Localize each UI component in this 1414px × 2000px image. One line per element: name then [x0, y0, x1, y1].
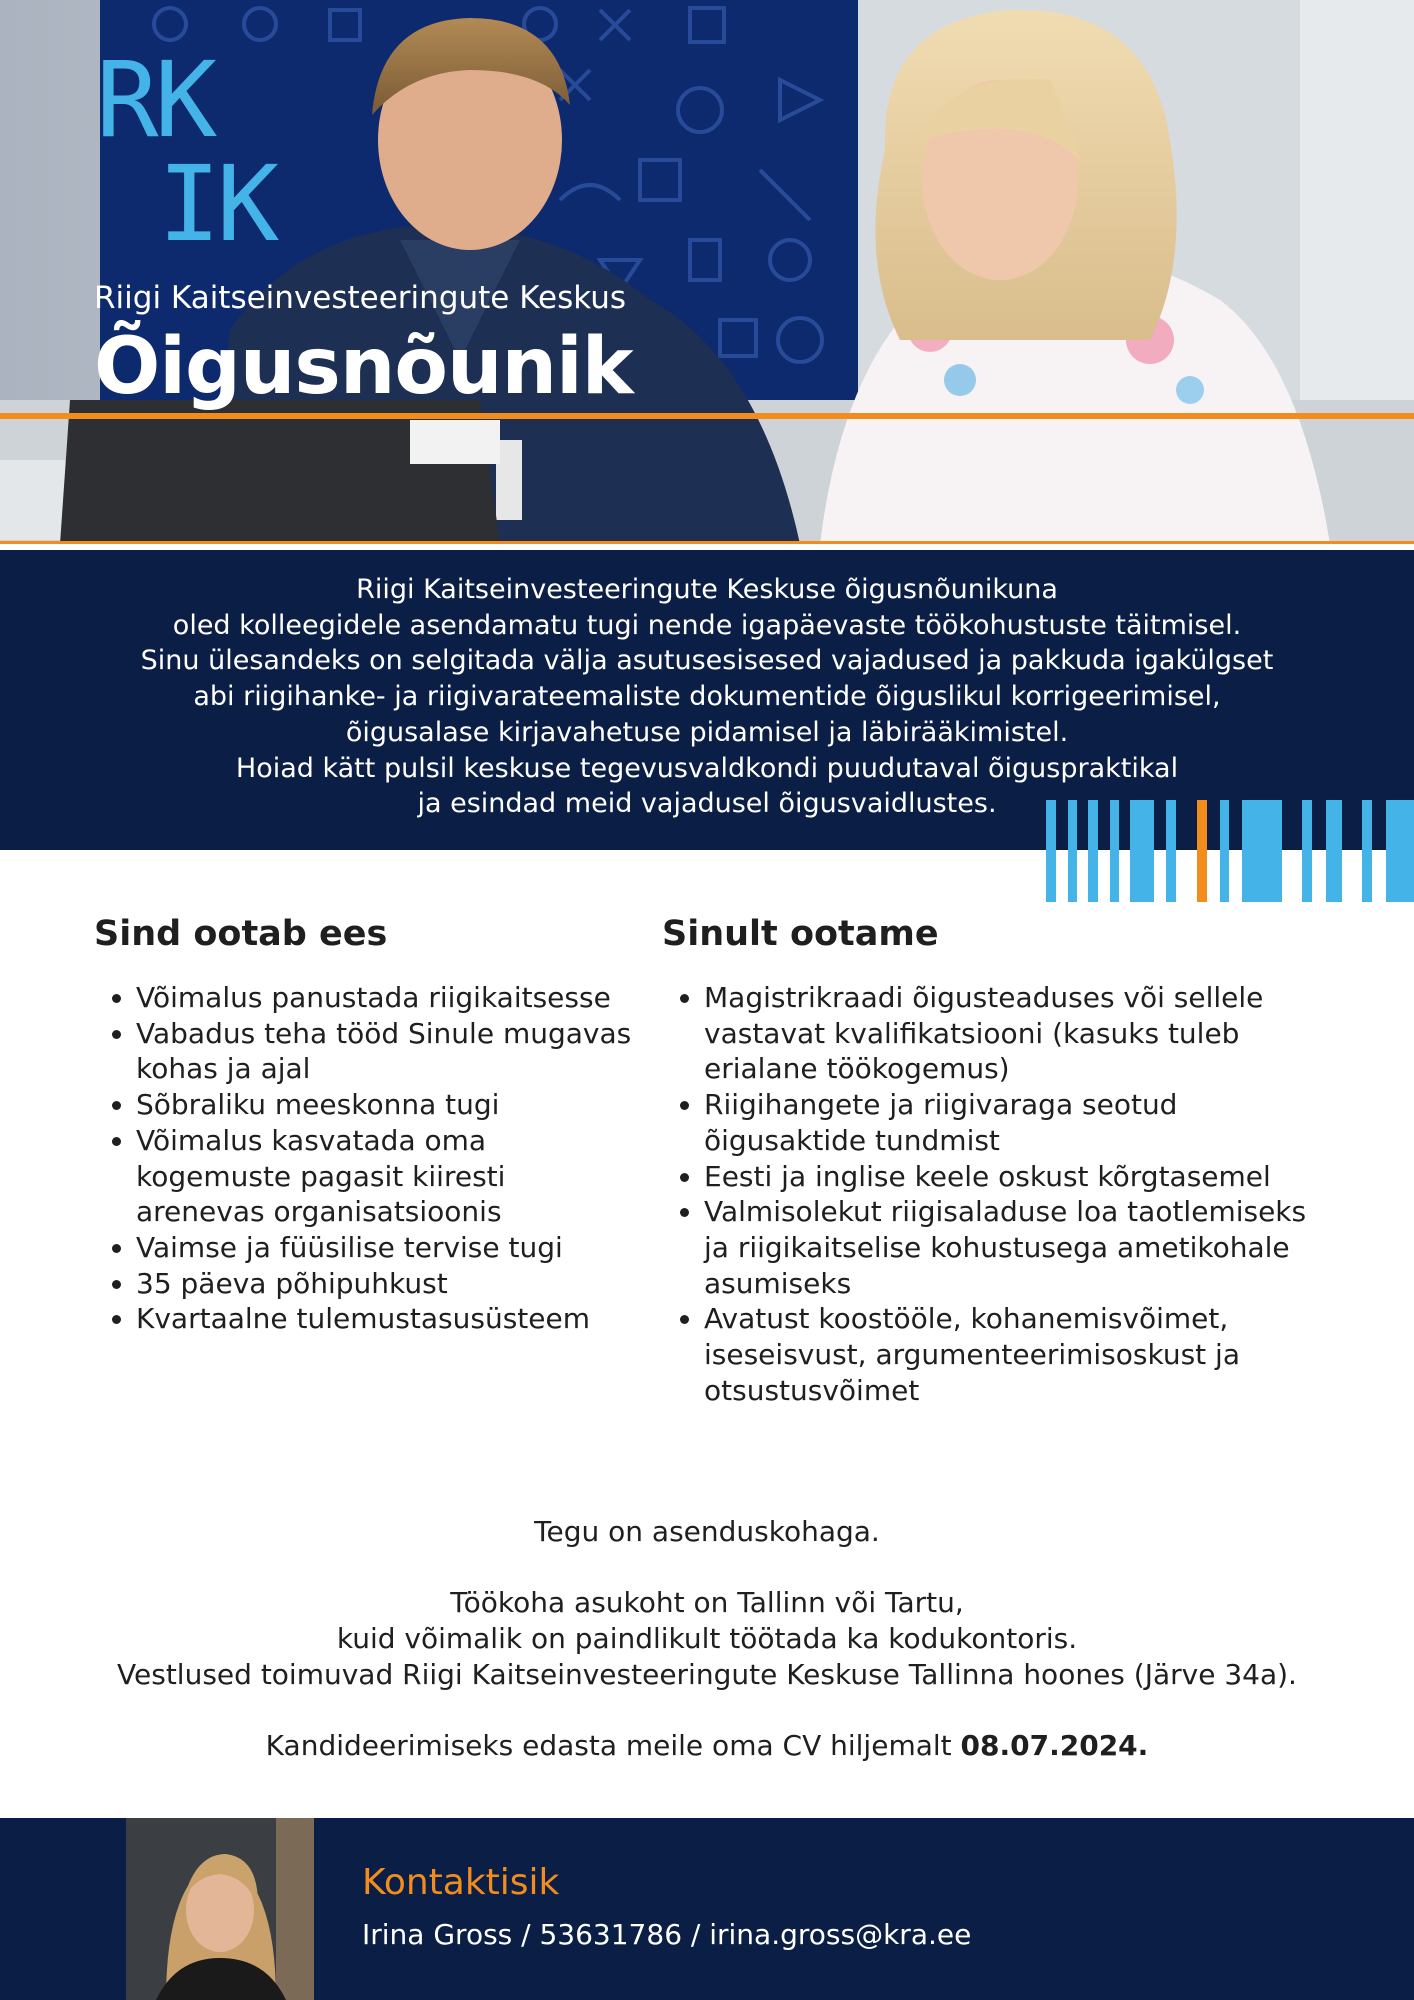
list-item: • Sõbraliku meeskonna tugi — [136, 1087, 634, 1123]
requirements-heading: Sinult ootame — [662, 914, 939, 954]
spacer — [40, 1550, 1374, 1586]
intro-line: ja esindad meid vajadusel õigusvaidlustes. — [417, 788, 997, 820]
job-details — [40, 1514, 1374, 1764]
hero-banner — [0, 0, 1414, 544]
barcode-decoration — [1046, 800, 1414, 902]
list-item: • Eesti ja inglise keele oskust kõrgtasemel — [704, 1159, 1322, 1195]
orange-divider-bottom — [0, 541, 1414, 544]
temporary-note: Tegu on asenduskohaga. — [534, 1515, 880, 1548]
interviews-line: Vestlused toimuvad Riigi Kaitseinvesteeringute Keskuse Tallinna hoones (Järve 34a). — [117, 1657, 1297, 1691]
list-item: • Valmisolekut riigisaladuse loa taotlemiseks ja riigikaitselise kohustusega ametikohale asumiseks — [704, 1194, 1322, 1301]
job-title: Õigusnõunik — [94, 322, 633, 412]
offer-heading: Sind ootab ees — [94, 914, 388, 954]
list-item: • Kvartaalne tulemustasusüsteem — [136, 1301, 634, 1337]
logo-line-2: IK — [158, 143, 276, 265]
contact-details[interactable]: Irina Gross / 53631786 / irina.gross@kra.ee — [362, 1918, 972, 1951]
requirements-list — [662, 980, 1322, 1408]
list-item: • Vabadus teha tööd Sinule mugavas kohas ja ajal — [136, 1016, 634, 1087]
list-item: • Avatust koostööle, kohanemisvõimet, iseseisvust, argumenteerimisoskust ja otsustusvõimet — [704, 1301, 1322, 1408]
intro-line: Sinu ülesandeks on selgitada välja asutusesisesed vajadused ja pakkuda igakülgset — [140, 645, 1274, 677]
location-line-2: kuid võimalik on paindlikult töötada ka kodukontoris. — [336, 1622, 1078, 1656]
intro-line: Riigi Kaitseinvesteeringute Keskuse õigusnõunikuna — [356, 574, 1058, 605]
apply-prefix: Kandideerimiseks edasta meile oma CV hiljemalt — [265, 1729, 961, 1763]
contact-footer — [0, 1818, 1414, 2000]
list-item: • Võimalus panustada riigikaitsesse — [136, 980, 634, 1016]
apply-line — [40, 1728, 1374, 1764]
organization-name: Riigi Kaitseinvesteeringute Keskus — [94, 280, 627, 316]
list-item: • Magistrikraadi õigusteaduses või sellele vastavat kvalifikatsiooni (kasuks tuleb erialane töökogemus) — [704, 980, 1322, 1087]
offer-list — [94, 980, 634, 1337]
offer-section — [94, 910, 634, 1337]
list-item: • Riigihangete ja riigivaraga seotud õigusaktide tundmist — [704, 1087, 1322, 1158]
deadline-date: 08.07.2024. — [960, 1729, 1149, 1763]
intro-line: oled kolleegidele asendamatu tugi nende igapäevaste töökohustuste täitmisel. — [172, 609, 1242, 641]
list-item: • Vaimse ja füüsilise tervise tugi — [136, 1230, 634, 1266]
list-item: • Võimalus kasvatada oma kogemuste pagasit kiiresti arenevas organisatsioonis — [136, 1123, 634, 1230]
contact-heading: Kontaktisik — [362, 1862, 560, 1903]
rkik-logo — [96, 39, 296, 265]
intro-line: õigusalase kirjavahetuse pidamisel ja läbirääkimistel. — [345, 716, 1069, 748]
spacer — [40, 1693, 1374, 1729]
list-item: • 35 päeva põhipuhkust — [136, 1266, 634, 1302]
intro-line: abi riigihanke- ja riigivarateemaliste dokumentide õiguslikul korrigeerimisel, — [193, 681, 1221, 713]
orange-divider-top — [0, 413, 1414, 419]
contact-person-photo — [126, 1818, 314, 2000]
intro-text — [60, 572, 1354, 822]
logo-line-1: RK — [96, 39, 214, 161]
requirements-section — [662, 910, 1322, 1408]
location-line-1: Töökoha asukoht on Tallinn või Tartu, — [450, 1586, 964, 1620]
intro-line: Hoiad kätt pulsil keskuse tegevusvaldkondi puudutaval õiguspraktikal — [235, 752, 1179, 784]
